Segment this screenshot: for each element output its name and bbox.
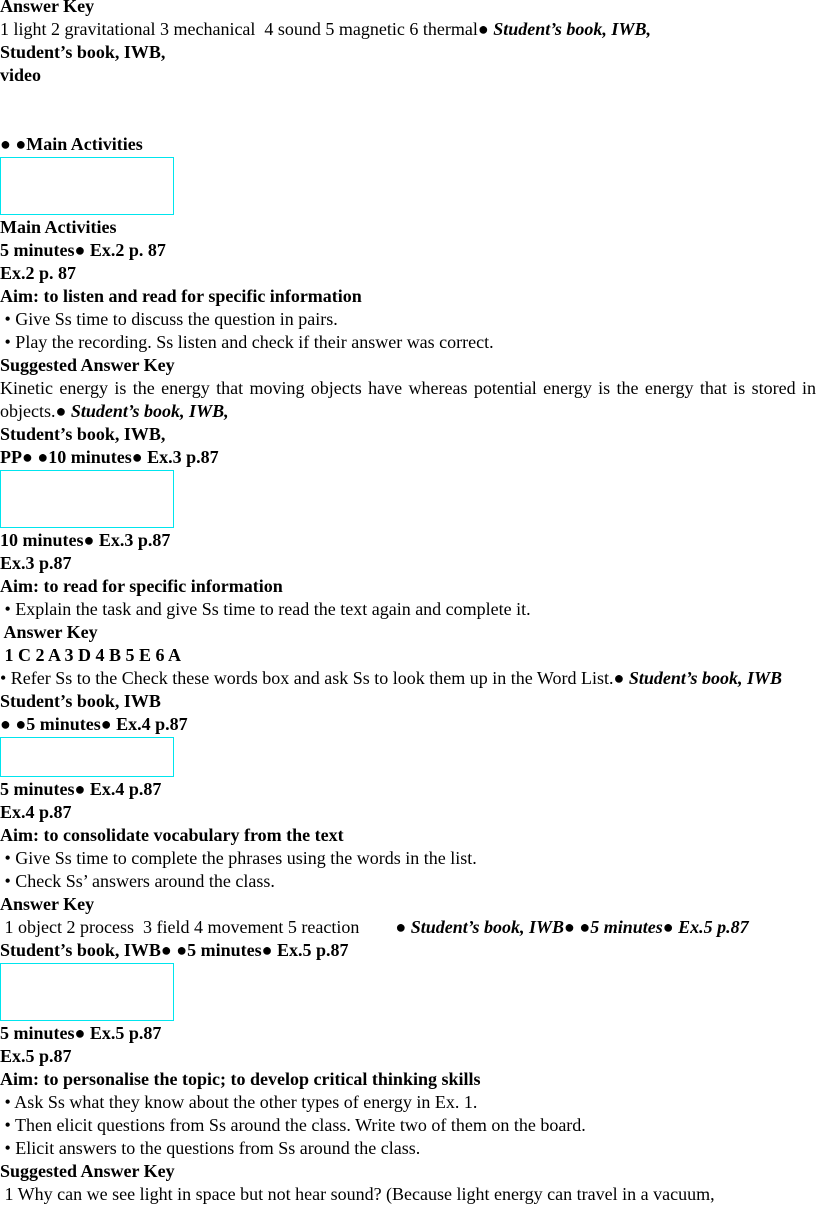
step-item: • Then elicit questions from Ss around the class. Write two of them on the board. — [0, 1115, 586, 1135]
section-heading: ● ●Main Activities — [0, 134, 143, 154]
resource-label: Student’s book, IWB● ●5 minutes● Ex.5 p.87 — [410, 917, 749, 937]
resource-line: Student’s book, IWB, — [0, 424, 166, 444]
timing-line: PP● ●10 minutes● Ex.3 p.87 — [0, 447, 219, 467]
answer-key-text: 1 light 2 gravitational 3 mechanical 4 sound 5 magnetic 6 thermal — [0, 19, 478, 39]
step-item: • Ask Ss what they know about the other types of energy in Ex. 1. — [0, 1092, 478, 1112]
spacer — [0, 110, 816, 133]
aim-line: Aim: to personalise the topic; to develop critical thinking skills — [0, 1069, 481, 1089]
exercise-label: Ex.2 p. 87 — [0, 263, 77, 283]
exercise-label: Ex.5 p.87 — [0, 1046, 72, 1066]
step-text: • Refer Ss to the Check these words box and ask Ss to look them up in the Word List. — [0, 668, 614, 688]
answer-key-text: 1 object 2 process 3 field 4 movement 5 reaction — [0, 917, 396, 937]
step-item: • Play the recording. Ss listen and check if their answer was correct. — [0, 332, 494, 352]
answer-paragraph: Kinetic energy is the energy that moving objects have whereas potential energy is the energy that is stored in objects. — [0, 378, 816, 421]
step-item — [0, 667, 816, 690]
aim-line: Aim: to read for specific information — [0, 576, 283, 596]
bullet: ● — [613, 668, 629, 688]
resource-line: Student’s book, IWB — [0, 691, 161, 711]
text-box-frame — [0, 157, 174, 215]
answer-key-line — [0, 916, 816, 939]
suggested-answer-text — [0, 377, 816, 423]
main-activities-heading: Main Activities — [0, 217, 117, 237]
answer-key-heading: Answer Key — [0, 622, 98, 642]
timing-line: 5 minutes● Ex.4 p.87 — [0, 779, 162, 799]
step-item: • Explain the task and give Ss time to read the text again and complete it. — [0, 599, 531, 619]
bullet: ● — [395, 917, 411, 937]
timing-line: ● ●5 minutes● Ex.4 p.87 — [0, 714, 188, 734]
exercise-label: Ex.4 p.87 — [0, 802, 72, 822]
answer-key-line — [0, 18, 816, 41]
exercise-label: Ex.3 p.87 — [0, 553, 72, 573]
step-item: • Check Ss’ answers around the class. — [0, 871, 275, 891]
resource-label: Student’s book, IWB — [628, 668, 783, 688]
timing-line: 5 minutes● Ex.5 p.87 — [0, 1023, 162, 1043]
text-box-frame — [0, 470, 174, 528]
resource-video: video — [0, 65, 42, 85]
aim-line: Aim: to listen and read for specific information — [0, 286, 362, 306]
timing-line: 5 minutes● Ex.2 p. 87 — [0, 240, 166, 260]
resource-line: Student’s book, IWB● ●5 minutes● Ex.5 p.87 — [0, 940, 349, 960]
step-item: • Give Ss time to complete the phrases using the words in the list. — [0, 848, 477, 868]
aim-line: Aim: to consolidate vocabulary from the text — [0, 825, 344, 845]
suggested-answer-text: 1 Why can we see light in space but not hear sound? (Because light energy can travel in a vacuum, — [0, 1184, 715, 1204]
suggested-answer-heading: Suggested Answer Key — [0, 355, 175, 375]
suggested-answer-heading: Suggested Answer Key — [0, 1161, 175, 1181]
bullet: ● — [55, 401, 71, 421]
answer-key-heading: Answer Key — [0, 0, 95, 16]
resource-label: Student’s book, IWB, — [493, 19, 651, 39]
answer-key-text: 1 C 2 A 3 D 4 B 5 E 6 A — [0, 645, 182, 665]
resource-line: Student’s book, IWB, — [0, 42, 166, 62]
spacer — [0, 87, 816, 110]
answer-key-heading: Answer Key — [0, 894, 95, 914]
text-box-frame — [0, 963, 174, 1021]
step-item: • Give Ss time to discuss the question in pairs. — [0, 309, 338, 329]
step-item: • Elicit answers to the questions from Ss around the class. — [0, 1138, 421, 1158]
timing-line: 10 minutes● Ex.3 p.87 — [0, 530, 171, 550]
text-box-frame — [0, 737, 174, 777]
bullet: ● — [477, 19, 494, 39]
resource-label: Student’s book, IWB, — [70, 401, 229, 421]
